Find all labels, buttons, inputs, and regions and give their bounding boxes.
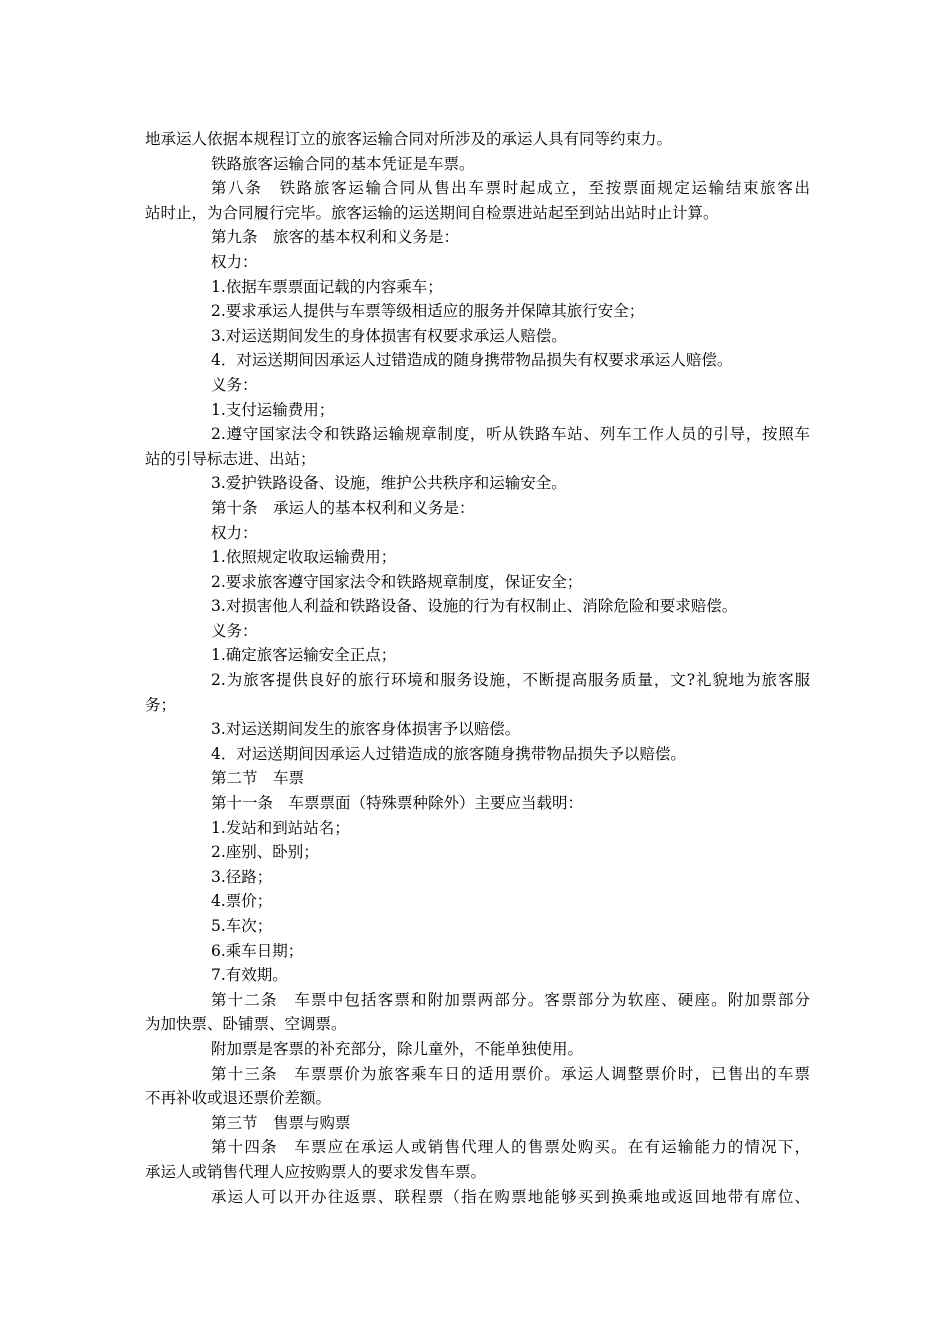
text-line: 第二节 车票 xyxy=(211,769,305,788)
text-line: 承运人可以开办往返票、联程票（指在购票地能够买到换乘地或返回地带有席位、 xyxy=(211,1187,810,1206)
text-line: 1.依照规定收取运输费用； xyxy=(211,548,397,567)
text-line: 为加快票、卧铺票、空调票。 xyxy=(145,1015,347,1034)
text-line: 第十条 承运人的基本权利和义务是： xyxy=(211,498,475,517)
text-line: 4．对运送期间因承运人过错造成的随身携带物品损失有权要求承运人赔偿。 xyxy=(211,351,733,370)
text-line: 2.要求承运人提供与车票等级相适应的服务并保障其旅行安全； xyxy=(211,302,645,321)
text-line: 地承运人依据本规程订立的旅客运输合同对所涉及的承运人具有同等约束力。 xyxy=(145,130,673,148)
text-line: 第十四条 车票应在承运人或销售代理人的售票处购买。在有运输能力的情况下， xyxy=(211,1138,810,1157)
text-line: 3.爱护铁路设备、设施，维护公共秩序和运输安全。 xyxy=(211,474,567,493)
text-line: 6.乘车日期； xyxy=(211,941,304,960)
text-line: 第十二条 车票中包括客票和附加票两部分。客票部分为软座、硬座。附加票部分 xyxy=(211,990,810,1009)
text-line: 第三节 售票与购票 xyxy=(211,1113,351,1132)
text-line: 义务： xyxy=(211,375,258,394)
text-line: 承运人或销售代理人应按购票人的要求发售车票。 xyxy=(145,1162,487,1181)
text-line: 3.对运送期间发生的旅客身体损害予以赔偿。 xyxy=(211,720,521,739)
text-line: 义务： xyxy=(211,621,258,640)
text-line: 附加票是客票的补充部分，除儿童外，不能单独使用。 xyxy=(211,1039,584,1058)
text-line: 第八条 铁路旅客运输合同从售出车票时起成立，至按票面规定运输结束旅客出 xyxy=(211,179,810,198)
text-line: 第十一条 车票票面（特殊票种除外）主要应当载明： xyxy=(211,794,584,813)
text-line: 3.径路； xyxy=(211,867,273,886)
text-line: 1.发站和到站站名； xyxy=(211,818,350,837)
text-line: 5.车次； xyxy=(211,917,273,935)
text-line: 1.支付运输费用； xyxy=(211,400,335,419)
text-line: 权力： xyxy=(211,252,258,271)
text-line: 4.票价； xyxy=(211,892,273,911)
text-line: 7.有效期。 xyxy=(211,966,288,985)
text-line: 第十三条 车票票价为旅客乘车日的适用票价。承运人调整票价时，已售出的车票 xyxy=(211,1064,810,1083)
text-line: 2.为旅客提供良好的旅行环境和服务设施，不断提高服务质量，文?礼貌地为旅客服 xyxy=(211,671,810,690)
text-line: 站的引导标志进、出站； xyxy=(145,449,316,468)
text-line: 4．对运送期间因承运人过错造成的旅客随身携带物品损失予以赔偿。 xyxy=(211,744,686,763)
text-line: 站时止，为合同履行完毕。旅客运输的运送期间自检票进站起至到站出站时止计算。 xyxy=(145,203,719,222)
text-line: 务； xyxy=(145,695,177,714)
text-line: 1.确定旅客运输安全正点； xyxy=(211,646,397,665)
text-line: 第九条 旅客的基本权利和义务是： xyxy=(211,228,460,247)
text-line: 3.对损害他人利益和铁路设备、设施的行为有权制止、消除危险和要求赔偿。 xyxy=(211,597,738,616)
text-line: 2.要求旅客遵守国家法令和铁路规章制度，保证安全； xyxy=(211,572,583,591)
text-line: 2.座别、卧别； xyxy=(211,843,319,862)
text-line: 2.遵守国家法令和铁路运输规章制度，听从铁路车站、列车工作人员的引导，按照车 xyxy=(211,425,810,444)
text-line: 不再补收或退还票价差额。 xyxy=(145,1089,332,1108)
document-page xyxy=(145,127,810,1209)
text-line: 权力： xyxy=(211,523,258,542)
text-line: 铁路旅客运输合同的基本凭证是车票。 xyxy=(211,154,475,173)
text-line: 3.对运送期间发生的身体损害有权要求承运人赔偿。 xyxy=(211,326,567,345)
text-line: 1.依据车票票面记载的内容乘车； xyxy=(211,277,443,296)
